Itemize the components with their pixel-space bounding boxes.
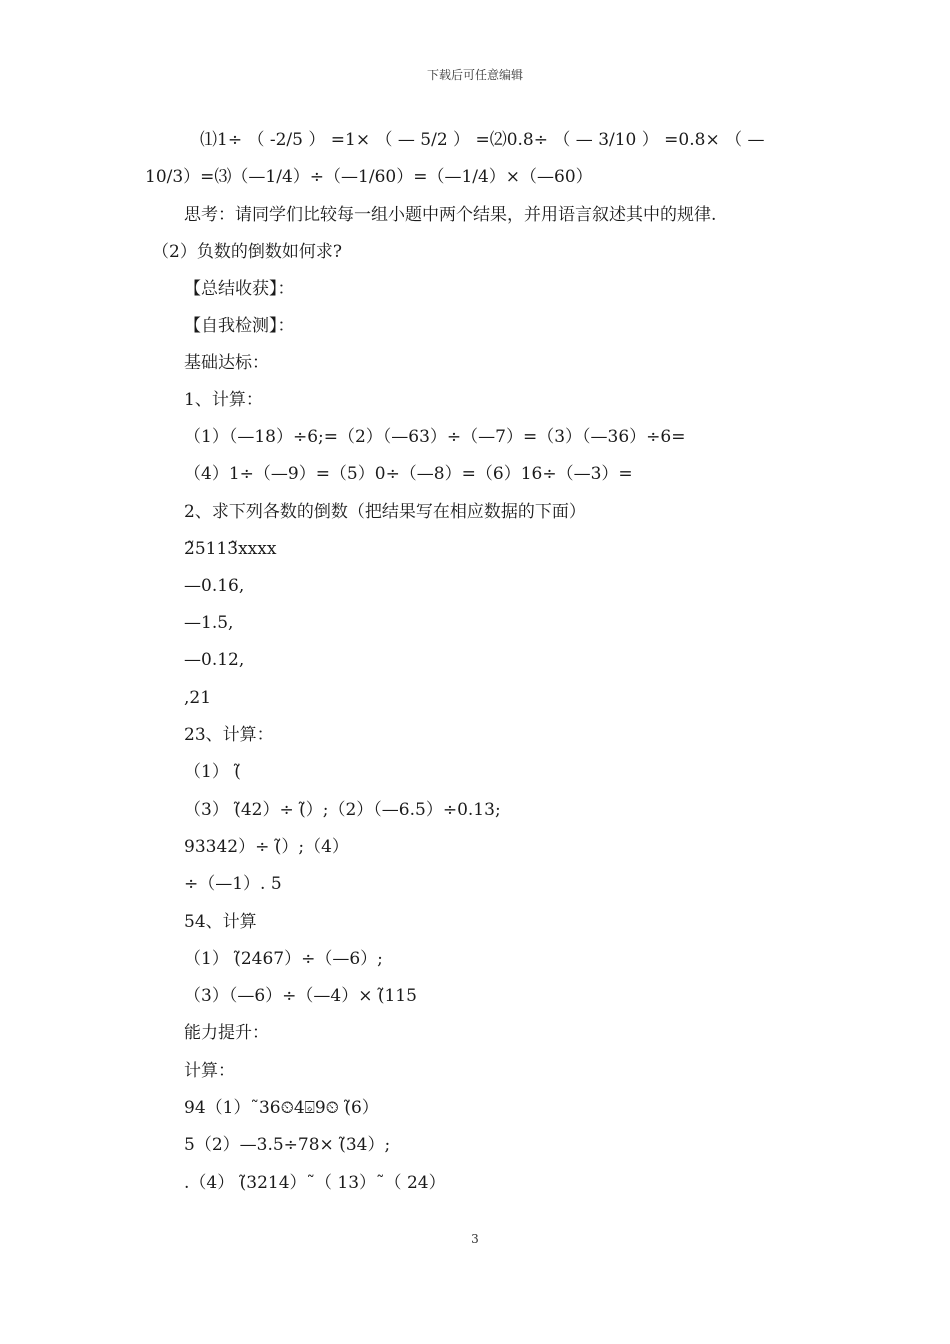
page-header: 下载后可任意编辑 — [426, 68, 523, 82]
text-line-25: 能力提升： — [184, 1023, 269, 1043]
text-line-3: 思考：请同学们比较每一组小题中两个结果，并用语言叙述其中的规律. — [184, 205, 717, 225]
text-line-10: （4）1÷（—9）=（5）0÷（—8）=（6）16÷（—3）= — [184, 464, 633, 484]
text-line-28: 5（2）—3.5÷78× (̃34）; — [184, 1135, 391, 1155]
text-line-12: 2̃5113̃xxxx — [184, 539, 277, 559]
text-line-7: 基础达标： — [184, 353, 269, 373]
text-line-1: ⑴1÷ （ -2/5 ） =1× （ — 5/2 ） =⑵0.8÷ （ — 3/10 ） =0.8× （ — — [200, 130, 765, 150]
text-line-8: 1、计算： — [184, 390, 263, 410]
text-line-17: 23、计算： — [184, 725, 274, 745]
text-line-18: （1） (̃ — [184, 762, 241, 782]
text-line-26: 计算： — [184, 1061, 235, 1081]
text-line-15: —0.12, — [184, 650, 245, 670]
text-line-5: 【总结收获】： — [184, 279, 295, 299]
text-line-9: （1）（—18）÷6;=（2）（—63）÷（—7）=（3）（—36）÷6= — [184, 427, 686, 447]
text-line-23: （1） (̃2467）÷（—6）; — [184, 949, 383, 969]
text-line-13: —0.16, — [184, 576, 245, 596]
text-line-4: （2）负数的倒数如何求? — [152, 242, 342, 262]
text-line-24: （3）（—6）÷（—4）× (̃115 — [184, 986, 417, 1006]
text-line-20: 93342）÷ (̃）;（4） — [184, 837, 349, 857]
text-line-14: —1.5, — [184, 613, 234, 633]
text-line-11: 2、求下列各数的倒数（把结果写在相应数据的下面） — [184, 502, 586, 522]
text-line-29: .（4） (̃3214）˜（ 13）˜（ 24） — [184, 1173, 446, 1193]
text-line-21: ÷（—1）. 5 — [184, 874, 282, 894]
text-line-2: 10/3）=⑶（—1/4）÷（—1/60）=（—1/4）×（—60） — [145, 167, 593, 187]
text-line-16: ,21 — [184, 688, 212, 708]
text-line-19: （3） (̃42）÷ (̃）;（2）（—6.5）÷0.13; — [184, 800, 501, 820]
text-line-27: 94（1）˜36⏲4⌺9⏲ (̃6） — [184, 1098, 379, 1118]
text-line-6: 【自我检测】： — [184, 316, 295, 336]
page-number: 3 — [471, 1232, 479, 1246]
text-line-22: 54、计算 — [184, 912, 257, 932]
